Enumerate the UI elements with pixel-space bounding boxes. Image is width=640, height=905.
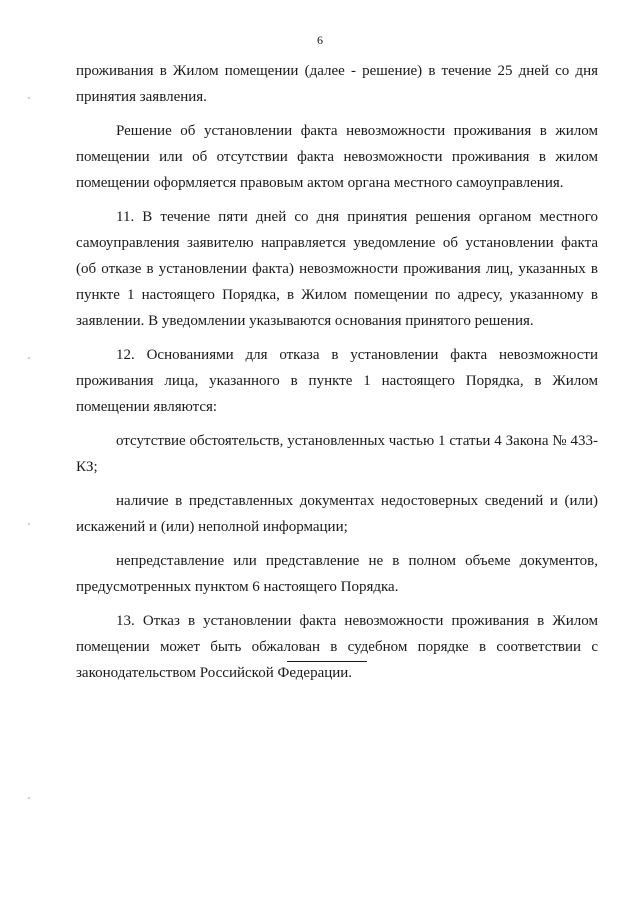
scan-speck (28, 357, 30, 359)
paragraph-item-12: 12. Основаниями для отказа в установлении факта невозможности проживания лица, указанного в пункте 1 настоящего Порядка, в Жилом помещении являются: (76, 347, 598, 415)
paragraph-refusal-ground-3: непредставление или представление не в полном объеме документов, предусмотренных пунктом 6 настоящего Порядка. (76, 553, 598, 595)
end-separator-line (287, 661, 367, 662)
paragraph-decision-form: Решение об установлении факта невозможности проживания в жилом помещении или об отсутствии факта невозможности проживания в жилом помещении оформляется правовым актом органа местного самоуправления. (76, 123, 598, 191)
paragraph-refusal-ground-1: отсутствие обстоятельств, установленных частью 1 статьи 4 Закона № 433-КЗ; (76, 433, 598, 475)
scan-speck (28, 523, 30, 525)
scan-speck (28, 97, 30, 99)
paragraph-refusal-ground-2: наличие в представленных документах недостоверных сведений и (или) искажений и (или) неполной информации; (76, 493, 598, 535)
paragraph-item-11: 11. В течение пяти дней со дня принятия решения органом местного самоуправления заявителю направляется уведомление об установлении факта (об отказе в установлении факта) невозможности проживания лиц, указанных в пункте 1 настоящего Порядка, в Жилом помещении по адресу, указанному в заявлении. В уведомлении указываются основания принятого решения. (76, 209, 598, 329)
document-body (76, 58, 598, 686)
scan-speck (28, 797, 30, 799)
paragraph-continuation: проживания в Жилом помещении (далее - решение) в течение 25 дней со дня принятия заявления. (76, 63, 598, 105)
page-number: 6 (317, 33, 323, 47)
paragraph-item-13: 13. Отказ в установлении факта невозможности проживания в Жилом помещении может быть обжалован в судебном порядке в соответствии с законодательством Российской Федерации. (76, 613, 598, 681)
